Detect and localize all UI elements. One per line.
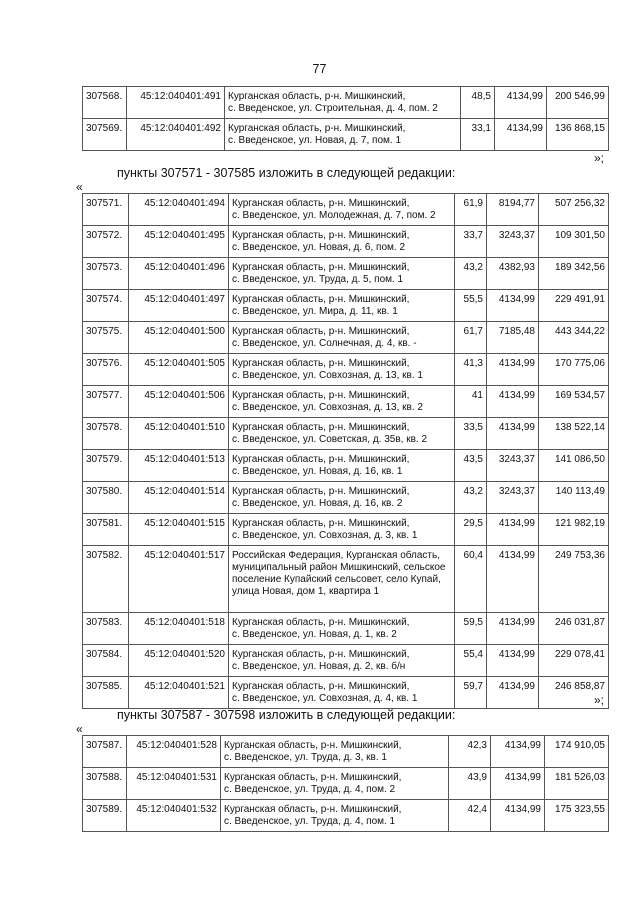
- cell-item-number: 307571.: [83, 194, 129, 226]
- address-line: Курганская область, р-н. Мишкинский,: [224, 772, 402, 783]
- cell-item-number: 307582.: [83, 546, 129, 613]
- cell-value: 121 982,19: [539, 514, 609, 546]
- table-row: [83, 800, 609, 832]
- opening-quote-mark: «: [76, 180, 83, 194]
- cell-cadastral-number: 45:12:040401:532: [127, 800, 221, 832]
- cell-area: 55,4: [455, 645, 487, 677]
- cell-item-number: 307589.: [83, 800, 127, 832]
- cell-area: 59,7: [455, 677, 487, 709]
- address-line: с. Введенское, ул. Советская, д. 35в, кв. 2: [232, 434, 428, 445]
- cell-rate: 3243,37: [487, 450, 539, 482]
- cell-address: [229, 258, 455, 290]
- cell-address: [229, 322, 455, 354]
- cell-value: 174 910,05: [545, 736, 609, 768]
- table-row: [83, 768, 609, 800]
- address-line: Курганская область, р-н. Мишкинский,: [232, 518, 410, 529]
- cell-rate: 4134,99: [487, 677, 539, 709]
- cell-rate: 4134,99: [487, 354, 539, 386]
- amendment-instruction: пункты 307571 - 307585 изложить в следующей редакции:: [117, 166, 456, 180]
- cell-rate: 4134,99: [487, 613, 539, 645]
- cell-area: 29,5: [455, 514, 487, 546]
- cell-rate: 4134,99: [491, 736, 545, 768]
- cell-value: 229 078,41: [539, 645, 609, 677]
- cell-cadastral-number: 45:12:040401:515: [129, 514, 229, 546]
- address-line: Курганская область, р-н. Мишкинский,: [228, 91, 406, 102]
- table-row: [83, 677, 609, 709]
- cell-address: [229, 354, 455, 386]
- registry-table-2: [82, 193, 609, 709]
- cell-rate: 4134,99: [495, 119, 547, 151]
- cell-rate: 3243,37: [487, 226, 539, 258]
- address-line: с. Введенское, ул. Труда, д. 4, пом. 1: [224, 816, 396, 827]
- cell-address: [229, 194, 455, 226]
- cell-area: 41: [455, 386, 487, 418]
- table-row: [83, 194, 609, 226]
- address-text: Российская Федерация, Курганская область, муниципальный район Мишкинский, сельское поселение Купайский сельсовет, село Купай, улица Новая, дом 1, квартира 1: [232, 550, 446, 597]
- cell-item-number: 307572.: [83, 226, 129, 258]
- table-row: [83, 119, 609, 151]
- address-line: с. Введенское, ул. Совхозная, д. 4, кв. 1: [232, 693, 418, 704]
- address-line: Курганская область, р-н. Мишкинский,: [232, 230, 410, 241]
- cell-area: 60,4: [455, 546, 487, 613]
- cell-value: 189 342,56: [539, 258, 609, 290]
- cell-value: 136 868,15: [547, 119, 609, 151]
- cell-item-number: 307569.: [83, 119, 127, 151]
- cell-address: [229, 418, 455, 450]
- cell-item-number: 307574.: [83, 290, 129, 322]
- cell-area: 55,5: [455, 290, 487, 322]
- table-row: [83, 258, 609, 290]
- closing-quote-mark: »;: [594, 693, 605, 707]
- address-line: с. Введенское, ул. Новая, д. 16, кв. 2: [232, 498, 403, 509]
- cell-area: 33,1: [461, 119, 495, 151]
- cell-address: [225, 119, 461, 151]
- cell-value: 249 753,36: [539, 546, 609, 613]
- cell-rate: 3243,37: [487, 482, 539, 514]
- cell-area: 33,7: [455, 226, 487, 258]
- cell-area: 43,2: [455, 482, 487, 514]
- address-line: с. Введенское, ул. Совхозная, д. 13, кв. 1: [232, 370, 423, 381]
- cell-rate: 4134,99: [487, 645, 539, 677]
- cell-value: 109 301,50: [539, 226, 609, 258]
- cell-cadastral-number: 45:12:040401:514: [129, 482, 229, 514]
- cell-cadastral-number: 45:12:040401:495: [129, 226, 229, 258]
- address-line: Курганская область, р-н. Мишкинский,: [232, 454, 410, 465]
- cell-cadastral-number: 45:12:040401:531: [127, 768, 221, 800]
- cell-item-number: 307583.: [83, 613, 129, 645]
- cell-cadastral-number: 45:12:040401:521: [129, 677, 229, 709]
- cell-address: [229, 482, 455, 514]
- table-row: [83, 546, 609, 613]
- cell-item-number: 307568.: [83, 87, 127, 119]
- table-row: [83, 613, 609, 645]
- table-row: [83, 354, 609, 386]
- cell-area: 43,5: [455, 450, 487, 482]
- address-line: с. Введенское, ул. Молодежная, д. 7, пом. 2: [232, 210, 436, 221]
- closing-quote-mark: »;: [594, 151, 605, 165]
- address-line: с. Введенское, ул. Новая, д. 16, кв. 1: [232, 466, 403, 477]
- address-line: Курганская область, р-н. Мишкинский,: [228, 123, 406, 134]
- address-line: с. Введенское, ул. Новая, д. 7, пом. 1: [228, 135, 402, 146]
- address-line: Курганская область, р-н. Мишкинский,: [232, 198, 410, 209]
- cell-item-number: 307588.: [83, 768, 127, 800]
- address-line: Курганская область, р-н. Мишкинский,: [232, 681, 410, 692]
- cell-area: 42,3: [449, 736, 491, 768]
- cell-cadastral-number: 45:12:040401:491: [127, 87, 225, 119]
- address-line: Курганская область, р-н. Мишкинский,: [232, 294, 410, 305]
- cell-cadastral-number: 45:12:040401:496: [129, 258, 229, 290]
- cell-cadastral-number: 45:12:040401:497: [129, 290, 229, 322]
- cell-item-number: 307577.: [83, 386, 129, 418]
- cell-item-number: 307575.: [83, 322, 129, 354]
- cell-address: [221, 736, 449, 768]
- table-row: [83, 87, 609, 119]
- cell-rate: 4382,93: [487, 258, 539, 290]
- cell-value: 141 086,50: [539, 450, 609, 482]
- table-row: [83, 418, 609, 450]
- cell-cadastral-number: 45:12:040401:506: [129, 386, 229, 418]
- table-row: [83, 514, 609, 546]
- cell-item-number: 307587.: [83, 736, 127, 768]
- cell-value: 175 323,55: [545, 800, 609, 832]
- page-number: 77: [312, 62, 327, 76]
- cell-cadastral-number: 45:12:040401:520: [129, 645, 229, 677]
- cell-area: 43,2: [455, 258, 487, 290]
- cell-address: [221, 768, 449, 800]
- address-line: с. Введенское, ул. Совхозная, д. 3, кв. 1: [232, 530, 418, 541]
- cell-rate: 8194,77: [487, 194, 539, 226]
- registry-table-1: [82, 86, 609, 151]
- cell-address: [229, 226, 455, 258]
- cell-value: 507 256,32: [539, 194, 609, 226]
- cell-area: 59,5: [455, 613, 487, 645]
- address-line: Курганская область, р-н. Мишкинский,: [232, 486, 410, 497]
- cell-rate: 4134,99: [491, 800, 545, 832]
- address-line: с. Введенское, ул. Мира, д. 11, кв. 1: [232, 306, 398, 317]
- cell-address: [229, 386, 455, 418]
- cell-cadastral-number: 45:12:040401:494: [129, 194, 229, 226]
- cell-cadastral-number: 45:12:040401:492: [127, 119, 225, 151]
- cell-cadastral-number: 45:12:040401:518: [129, 613, 229, 645]
- cell-cadastral-number: 45:12:040401:517: [129, 546, 229, 613]
- cell-value: 140 113,49: [539, 482, 609, 514]
- cell-rate: 4134,99: [487, 290, 539, 322]
- address-line: Курганская область, р-н. Мишкинский,: [232, 326, 410, 337]
- address-line: с. Введенское, ул. Строительная, д. 4, пом. 2: [228, 103, 438, 114]
- table-row: [83, 482, 609, 514]
- cell-cadastral-number: 45:12:040401:505: [129, 354, 229, 386]
- cell-value: 169 534,57: [539, 386, 609, 418]
- cell-rate: 4134,99: [487, 386, 539, 418]
- cell-value: 443 344,22: [539, 322, 609, 354]
- address-line: с. Введенское, ул. Труда, д. 4, пом. 2: [224, 784, 396, 795]
- cell-address: [229, 514, 455, 546]
- cell-value: 170 775,06: [539, 354, 609, 386]
- cell-cadastral-number: 45:12:040401:528: [127, 736, 221, 768]
- cell-value: 181 526,03: [545, 768, 609, 800]
- table-row: [83, 736, 609, 768]
- cell-rate: 7185,48: [487, 322, 539, 354]
- cell-area: 42,4: [449, 800, 491, 832]
- cell-area: 61,9: [455, 194, 487, 226]
- cell-address: [229, 613, 455, 645]
- address-line: с. Введенское, ул. Труда, д. 5, пом. 1: [232, 274, 404, 285]
- cell-area: 33,5: [455, 418, 487, 450]
- address-line: с. Введенское, ул. Новая, д. 2, кв. б/н: [232, 661, 406, 672]
- cell-rate: 4134,99: [487, 546, 539, 613]
- cell-rate: 4134,99: [495, 87, 547, 119]
- cell-area: 48,5: [461, 87, 495, 119]
- cell-item-number: 307573.: [83, 258, 129, 290]
- cell-item-number: 307576.: [83, 354, 129, 386]
- address-line: с. Введенское, ул. Солнечная, д. 4, кв. -: [232, 338, 417, 349]
- table-row: [83, 645, 609, 677]
- cell-address: [225, 87, 461, 119]
- address-line: Курганская область, р-н. Мишкинский,: [224, 804, 402, 815]
- amendment-instruction: пункты 307587 - 307598 изложить в следующей редакции:: [117, 708, 456, 722]
- table-row: [83, 226, 609, 258]
- address-line: Курганская область, р-н. Мишкинский,: [224, 740, 402, 751]
- table-row: [83, 322, 609, 354]
- cell-rate: 4134,99: [487, 514, 539, 546]
- address-line: Курганская область, р-н. Мишкинский,: [232, 617, 410, 628]
- address-line: с. Введенское, ул. Совхозная, д. 13, кв. 2: [232, 402, 423, 413]
- cell-value: 200 546,99: [547, 87, 609, 119]
- cell-area: 41,3: [455, 354, 487, 386]
- cell-item-number: 307580.: [83, 482, 129, 514]
- cell-item-number: 307585.: [83, 677, 129, 709]
- address-line: Курганская область, р-н. Мишкинский,: [232, 422, 410, 433]
- cell-address: [229, 290, 455, 322]
- cell-address: [221, 800, 449, 832]
- cell-value: 246 031,87: [539, 613, 609, 645]
- cell-rate: 4134,99: [491, 768, 545, 800]
- cell-item-number: 307584.: [83, 645, 129, 677]
- address-line: с. Введенское, ул. Труда, д. 3, кв. 1: [224, 752, 387, 763]
- cell-item-number: 307581.: [83, 514, 129, 546]
- cell-address: [229, 450, 455, 482]
- opening-quote-mark: «: [76, 722, 83, 736]
- cell-rate: 4134,99: [487, 418, 539, 450]
- address-line: Курганская область, р-н. Мишкинский,: [232, 649, 410, 660]
- address-line: с. Введенское, ул. Новая, д. 1, кв. 2: [232, 629, 397, 640]
- cell-item-number: 307579.: [83, 450, 129, 482]
- table-row: [83, 290, 609, 322]
- address-line: Курганская область, р-н. Мишкинский,: [232, 358, 410, 369]
- registry-table-3: [82, 735, 609, 832]
- cell-area: 61,7: [455, 322, 487, 354]
- cell-value: 138 522,14: [539, 418, 609, 450]
- table-row: [83, 450, 609, 482]
- table-row: [83, 386, 609, 418]
- cell-address: [229, 677, 455, 709]
- cell-area: 43,9: [449, 768, 491, 800]
- cell-item-number: 307578.: [83, 418, 129, 450]
- address-line: с. Введенское, ул. Новая, д. 6, пом. 2: [232, 242, 406, 253]
- cell-cadastral-number: 45:12:040401:510: [129, 418, 229, 450]
- cell-cadastral-number: 45:12:040401:513: [129, 450, 229, 482]
- address-line: Курганская область, р-н. Мишкинский,: [232, 262, 410, 273]
- cell-address: [229, 546, 455, 613]
- cell-address: [229, 645, 455, 677]
- cell-cadastral-number: 45:12:040401:500: [129, 322, 229, 354]
- cell-value: 246 858,87: [539, 677, 609, 709]
- address-line: Курганская область, р-н. Мишкинский,: [232, 390, 410, 401]
- cell-value: 229 491,91: [539, 290, 609, 322]
